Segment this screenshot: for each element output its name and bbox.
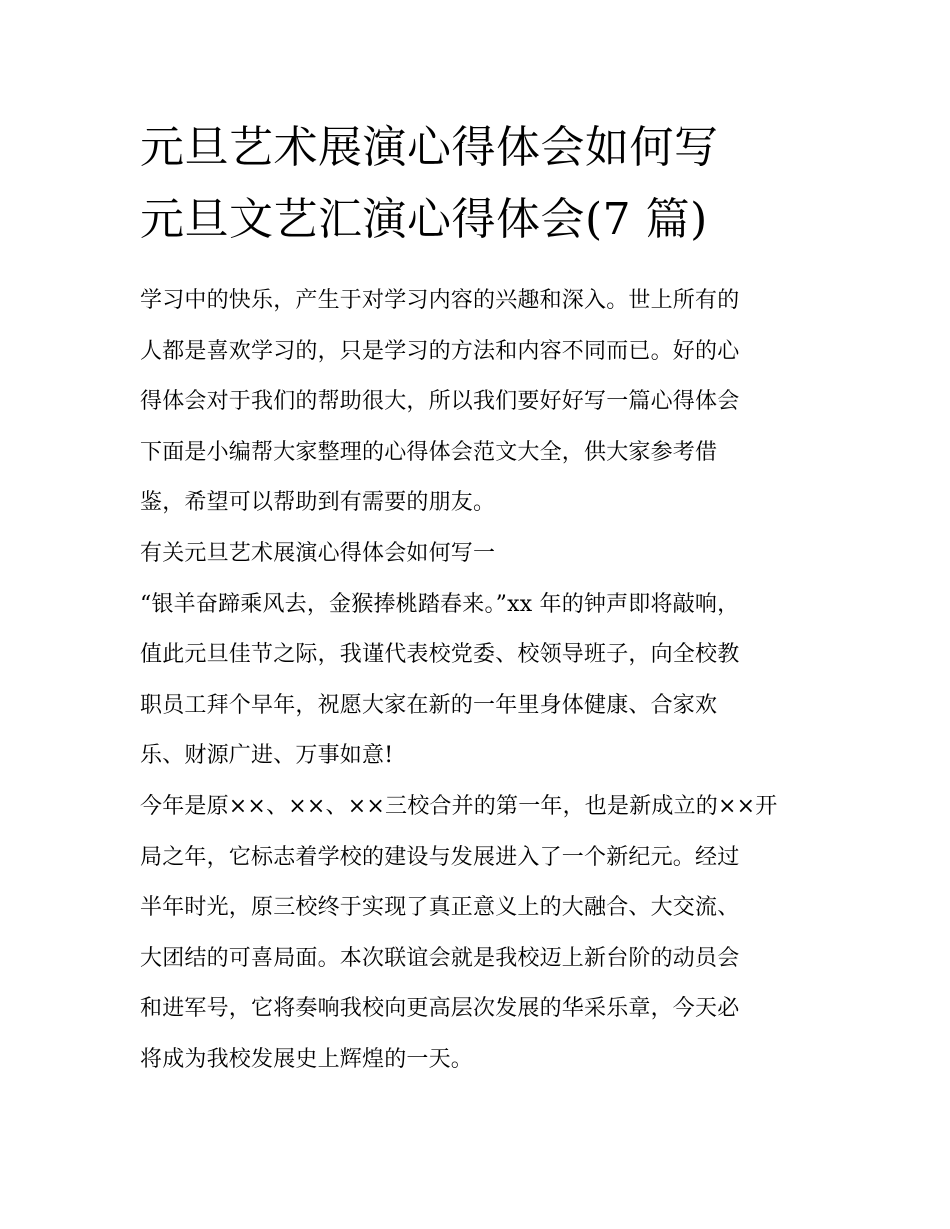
intro-paragraph-line: 人都是喜欢学习的，只是学习的方法和内容不同而已。好的心 [140,338,740,364]
merger-paragraph-line: 今年是原××、××、××三校合并的第一年，也是新成立的××开 [140,793,778,819]
merger-paragraph-line: 大团结的可喜局面。本次联谊会就是我校迈上新台阶的动员会 [140,945,740,971]
intro-paragraph-line: 下面是小编帮大家整理的心得体会范文大全，供大家参考借 [140,439,718,465]
greeting-paragraph-line: 乐、财源广进、万事如意! [140,743,394,769]
merger-paragraph-line: 和进军号，它将奏响我校向更高层次发展的华采乐章，今天必 [140,996,740,1022]
merger-paragraph-line: 半年时光，原三校终于实现了真正意义上的大融合、大交流、 [140,895,740,921]
intro-paragraph-line: 得体会对于我们的帮助很大，所以我们要好好写一篇心得体会 [140,389,740,415]
merger-paragraph-line: 将成为我校发展史上辉煌的一天。 [140,1046,474,1072]
document-body [140,276,816,1086]
intro-paragraph-line: 鉴，希望可以帮助到有需要的朋友。 [140,490,496,516]
greeting-paragraph-line: 值此元旦佳节之际，我谨代表校党委、校领导班子，向全校教 [140,642,740,668]
section-heading: 有关元旦艺术展演心得体会如何写一 [140,540,496,566]
title-line-2: 元旦文艺汇演心得体会(7 篇) [140,194,708,245]
title-line-1: 元旦艺术展演心得体会如何写 [140,122,719,173]
document-title [140,112,820,256]
merger-paragraph-line: 局之年，它标志着学校的建设与发展进入了一个新纪元。经过 [140,844,740,870]
greeting-paragraph-line: “银羊奋蹄乘风去，金猴捧桃踏春来。”xx 年的钟声即将敲响， [140,591,740,617]
intro-paragraph-line: 学习中的快乐，产生于对学习内容的兴趣和深入。世上所有的 [140,288,740,313]
greeting-paragraph-line: 职员工拜个早年，祝愿大家在新的一年里身体健康、合家欢 [140,692,718,718]
